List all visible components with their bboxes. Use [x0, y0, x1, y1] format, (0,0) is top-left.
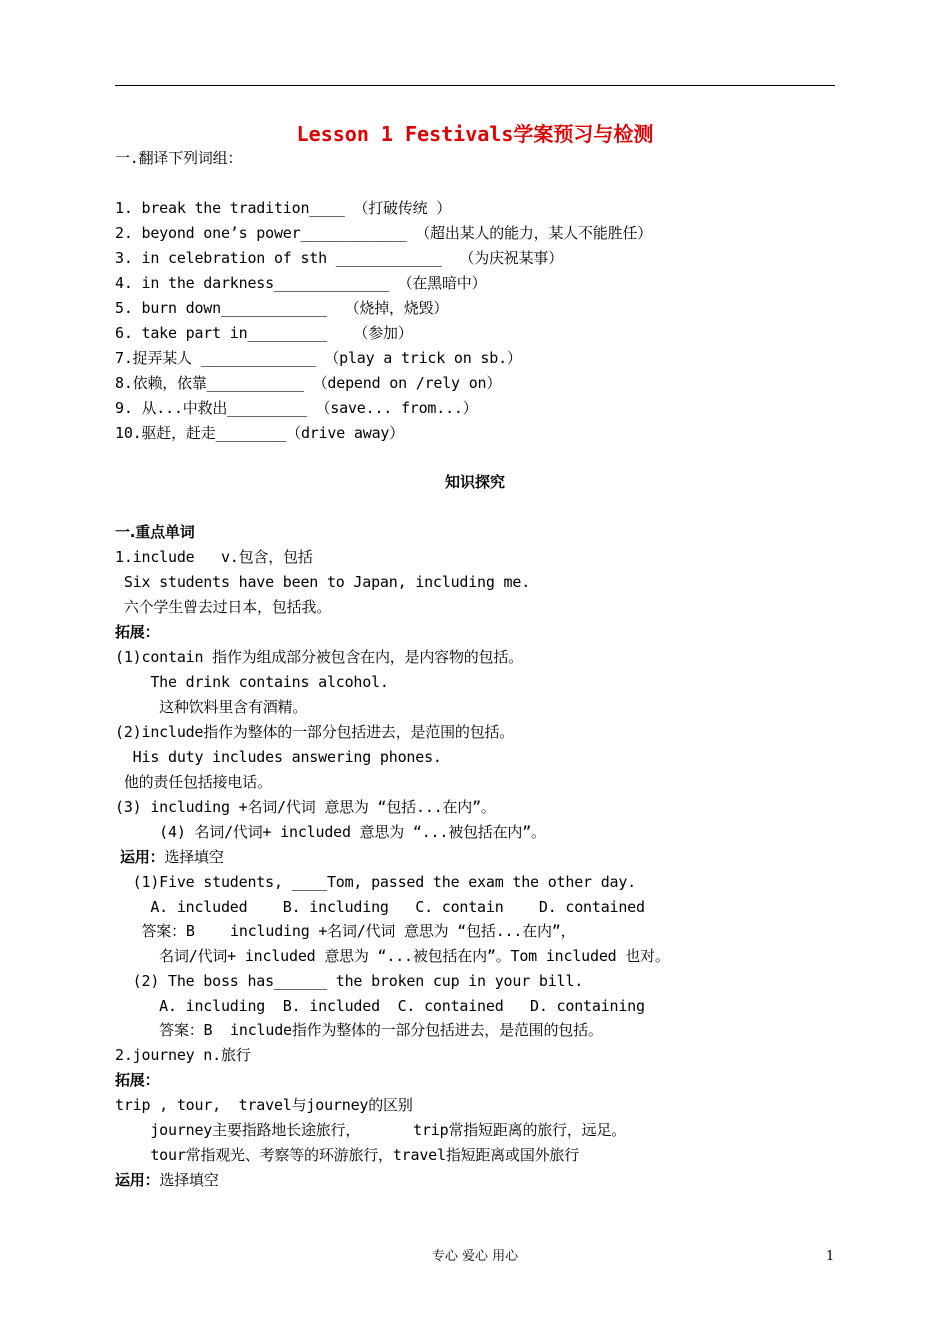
- include-example-en: Six students have been to Japan, including me.: [115, 573, 531, 591]
- phrase-item-4: 4. in the darkness_____________ （在黑暗中）: [115, 274, 487, 292]
- header-rule: [115, 85, 835, 86]
- phrase-item-2: 2. beyond one’s power____________ （超出某人的能力，某人不能胜任）: [115, 224, 653, 242]
- footer-text: 专心 爱心 用心: [431, 1249, 519, 1264]
- translate-heading: 一.翻译下列词组：: [115, 149, 243, 167]
- phrase-item-1: 1. break the tradition____ （打破传统 ）: [115, 199, 452, 217]
- expand-label-2: 拓展：: [115, 1071, 160, 1089]
- include-example2-en: His duty includes answering phones.: [115, 748, 442, 766]
- phrase-item-8: 8.依赖，依靠___________ （depend on /rely on）: [115, 374, 502, 392]
- expand-label-1: 拓展：: [115, 623, 160, 641]
- phrase-item-3: 3. in celebration of sth ____________ （为庆祝某事）: [115, 249, 564, 267]
- journey-title: 2.journey n.旅行: [115, 1046, 251, 1064]
- contain-example-cn: 这种饮料里含有酒精。: [115, 698, 308, 716]
- question-1: (1)Five students, ____Tom, passed the exam the other day.: [115, 873, 637, 891]
- phrase-item-9: 9. 从...中救出_________ （save... from...）: [115, 399, 478, 417]
- trip-tour-travel-line: trip , tour, travel与journey的区别: [115, 1096, 413, 1114]
- apply-rest-2: 选择填空: [159, 1171, 219, 1189]
- phrase-item-5: 5. burn down____________ （烧掉，烧毁）: [115, 299, 449, 317]
- include-example2-cn: 他的责任包括接电话。: [115, 773, 272, 791]
- question-1-answer: 答案：B including +名词/代词 意思为 “包括...在内”，: [115, 922, 576, 940]
- apply-rest-1: 选择填空: [164, 848, 224, 866]
- tour-definition: tour常指观光、考察等的环游旅行，travel指短距离或国外旅行: [115, 1146, 580, 1164]
- include-definition: (2)include指作为整体的一部分包括进去，是范围的包括。: [115, 723, 515, 741]
- question-2: (2) The boss has______ the broken cup in your bill.: [115, 972, 584, 990]
- phrase-item-10: 10.驱赶，赶走________（drive away）: [115, 424, 405, 442]
- included-definition: (4) 名词/代词+ included 意思为 “...被包括在内”。: [115, 823, 546, 841]
- include-example-cn: 六个学生曾去过日本，包括我。: [115, 598, 332, 616]
- question-2-options: A. including B. included C. contained D. containing: [115, 997, 645, 1015]
- apply-label-1: 运用：: [115, 848, 165, 866]
- contain-definition: (1)contain 指作为组成部分被包含在内，是内容物的包括。: [115, 648, 523, 666]
- question-1-explanation: 名词/代词+ included 意思为 “...被包括在内”。Tom included 也对。: [115, 947, 670, 965]
- phrase-item-6: 6. take part in_________ （参加）: [115, 324, 413, 342]
- page-number: 1: [826, 1249, 835, 1264]
- contain-example-en: The drink contains alcohol.: [115, 673, 389, 691]
- document-title: Lesson 1 Festivals学案预习与检测: [296, 122, 654, 146]
- question-2-answer: 答案：B include指作为整体的一部分包括进去，是范围的包括。: [115, 1021, 603, 1039]
- apply-label-2: 运用：: [115, 1171, 160, 1189]
- phrase-item-7: 7.捉弄某人 _____________ （play a trick on sb.）: [115, 349, 522, 367]
- apply-line-2: [115, 1170, 219, 1190]
- include-title: 1.include v.包含，包括: [115, 548, 313, 566]
- question-1-options: A. included B. including C. contain D. contained: [115, 898, 645, 916]
- including-definition: (3) including +名词/代词 意思为 “包括...在内”。: [115, 798, 496, 816]
- key-words-heading: 一.重点单词: [115, 523, 195, 541]
- apply-line-1: [115, 847, 224, 867]
- section-title: 知识探究: [444, 473, 505, 491]
- journey-definition: journey主要指路地长途旅行， trip常指短距离的旅行，远足。: [115, 1121, 627, 1139]
